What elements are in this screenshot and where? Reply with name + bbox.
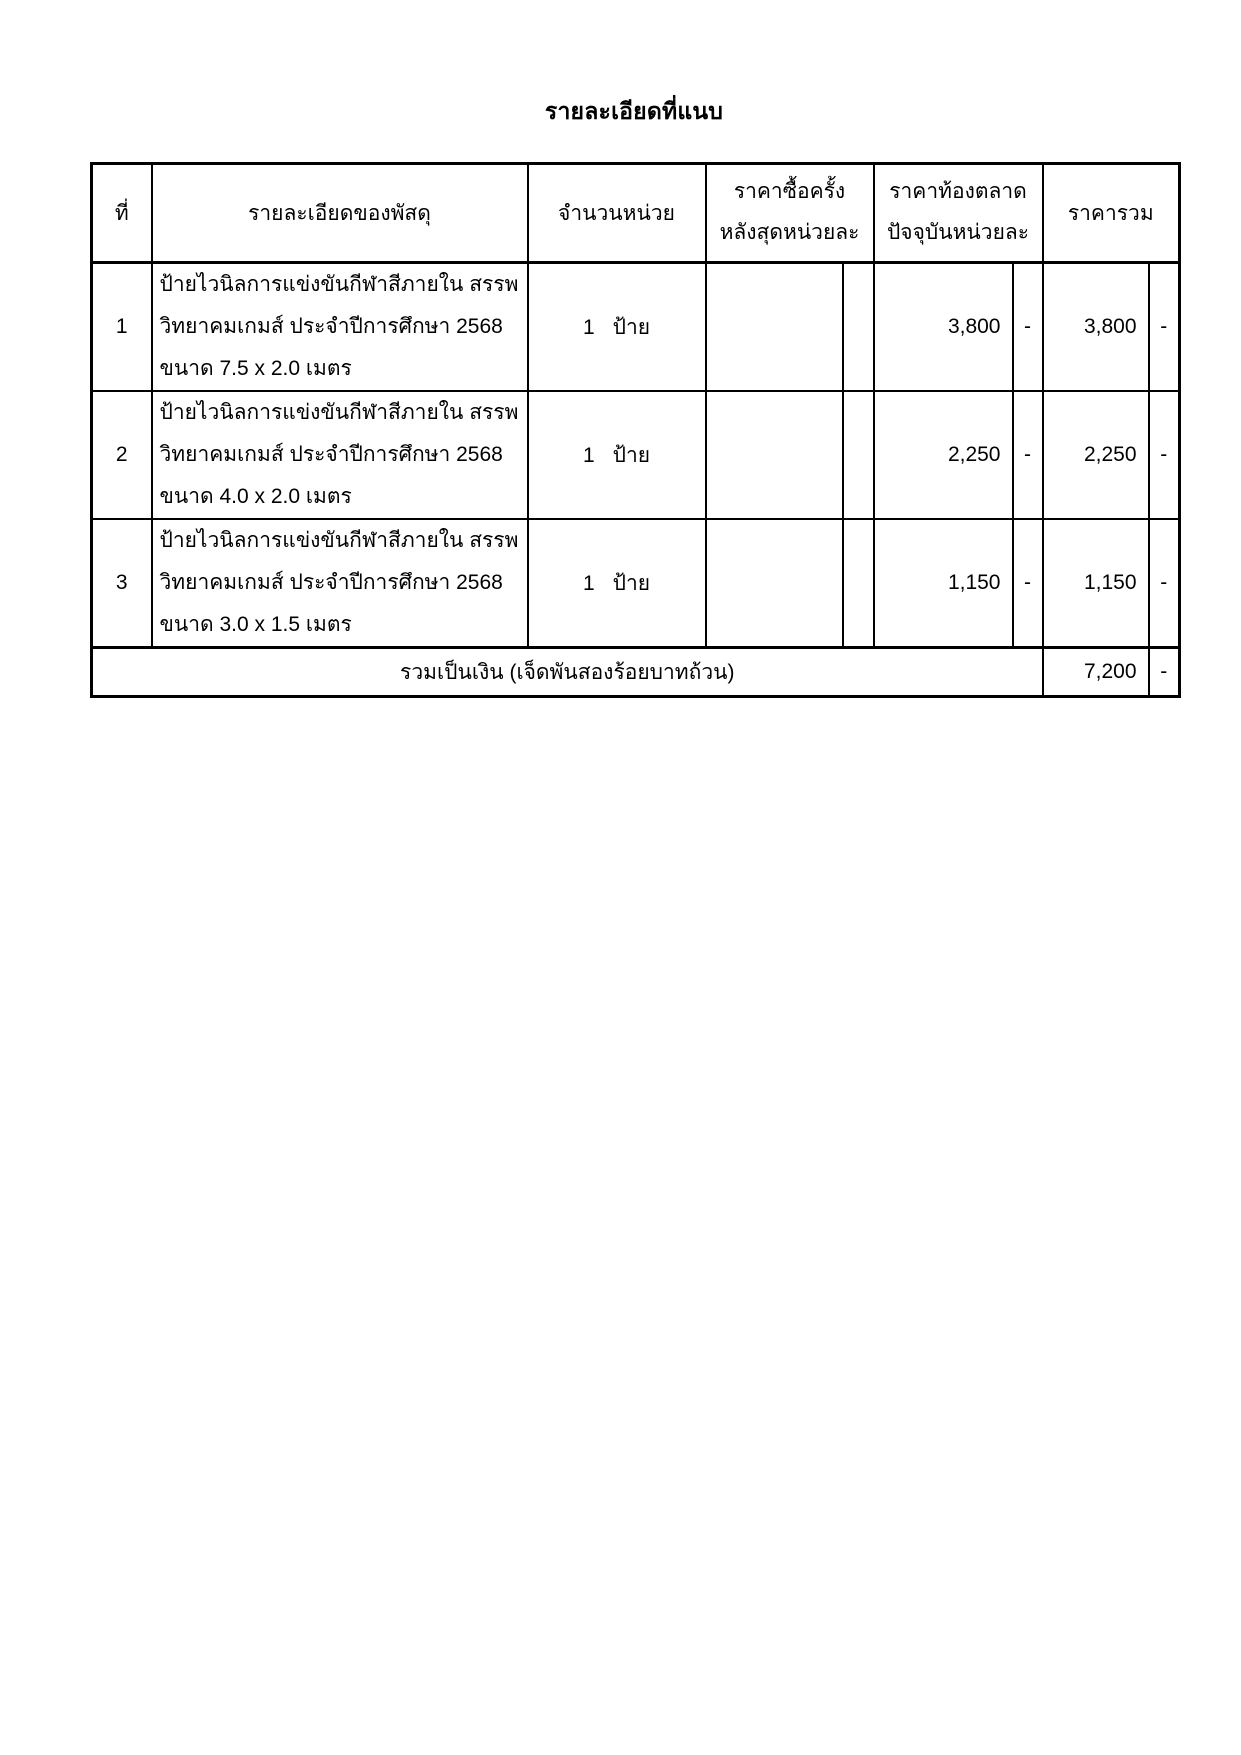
last-purchase-satang bbox=[843, 391, 874, 519]
quantity-unit: ป้าย bbox=[612, 315, 651, 339]
quantity-value: 1 bbox=[582, 443, 595, 467]
item-description-line3: ขนาด 3.0 x 1.5 เมตร bbox=[159, 613, 352, 636]
total-price: 1,150 bbox=[1043, 519, 1149, 648]
item-quantity bbox=[528, 391, 706, 519]
total-satang: - bbox=[1149, 391, 1180, 519]
table-row bbox=[92, 263, 1180, 392]
header-last-purchase-price bbox=[706, 164, 874, 263]
summary-total: 7,200 bbox=[1043, 648, 1149, 697]
item-description bbox=[152, 263, 528, 392]
item-description-line1: ป้ายไวนิลการแข่งขันกีฬาสีภายใน สรรพ bbox=[159, 401, 519, 424]
item-description-line2: วิทยาคมเกมส์ ประจำปีการศึกษา 2568 bbox=[159, 443, 503, 466]
row-number: 1 bbox=[92, 263, 152, 392]
market-price: 2,250 bbox=[874, 391, 1013, 519]
market-satang: - bbox=[1013, 519, 1043, 648]
header-quantity: จำนวนหน่วย bbox=[528, 164, 706, 263]
summary-satang: - bbox=[1149, 648, 1180, 697]
item-description-line2: วิทยาคมเกมส์ ประจำปีการศึกษา 2568 bbox=[159, 315, 503, 338]
header-no: ที่ bbox=[92, 164, 152, 263]
item-description-line3: ขนาด 4.0 x 2.0 เมตร bbox=[159, 485, 352, 508]
total-satang: - bbox=[1149, 263, 1180, 392]
item-description bbox=[152, 519, 528, 648]
item-description-line1: ป้ายไวนิลการแข่งขันกีฬาสีภายใน สรรพ bbox=[159, 529, 519, 552]
summary-row bbox=[92, 648, 1180, 697]
market-satang: - bbox=[1013, 391, 1043, 519]
row-number: 3 bbox=[92, 519, 152, 648]
total-satang: - bbox=[1149, 519, 1180, 648]
item-quantity bbox=[528, 263, 706, 392]
last-purchase-satang bbox=[843, 519, 874, 648]
table-row bbox=[92, 519, 1180, 648]
market-satang: - bbox=[1013, 263, 1043, 392]
attachment-detail-table bbox=[90, 162, 1181, 698]
item-description bbox=[152, 391, 528, 519]
item-description-line3: ขนาด 7.5 x 2.0 เมตร bbox=[159, 357, 352, 380]
header-market-line1: ราคาท้องตลาด bbox=[889, 180, 1027, 203]
quantity-value: 1 bbox=[582, 571, 595, 595]
header-last-purchase-line1: ราคาซื้อครั้ง bbox=[733, 180, 846, 203]
quantity-unit: ป้าย bbox=[612, 443, 651, 467]
header-total-price: ราคารวม bbox=[1043, 164, 1180, 263]
row-number: 2 bbox=[92, 391, 152, 519]
quantity-unit: ป้าย bbox=[612, 571, 651, 595]
table-row bbox=[92, 391, 1180, 519]
item-quantity bbox=[528, 519, 706, 648]
header-last-purchase-line2: หลังสุดหน่วยละ bbox=[719, 221, 860, 244]
last-purchase-price bbox=[706, 391, 843, 519]
total-price: 2,250 bbox=[1043, 391, 1149, 519]
table-header-row bbox=[92, 164, 1180, 263]
item-description-line2: วิทยาคมเกมส์ ประจำปีการศึกษา 2568 bbox=[159, 571, 503, 594]
last-purchase-price bbox=[706, 263, 843, 392]
last-purchase-satang bbox=[843, 263, 874, 392]
market-price: 3,800 bbox=[874, 263, 1013, 392]
item-description-line1: ป้ายไวนิลการแข่งขันกีฬาสีภายใน สรรพ bbox=[159, 273, 519, 296]
header-market-price bbox=[874, 164, 1043, 263]
market-price: 1,150 bbox=[874, 519, 1013, 648]
total-price: 3,800 bbox=[1043, 263, 1149, 392]
summary-label: รวมเป็นเงิน (เจ็ดพันสองร้อยบาทถ้วน) bbox=[92, 648, 1043, 697]
header-market-line2: ปัจจุบันหน่วยละ bbox=[886, 221, 1030, 244]
last-purchase-price bbox=[706, 519, 843, 648]
quantity-value: 1 bbox=[582, 315, 595, 339]
header-description: รายละเอียดของพัสดุ bbox=[152, 164, 528, 263]
page-title: รายละเอียดที่แนบ bbox=[544, 98, 724, 124]
